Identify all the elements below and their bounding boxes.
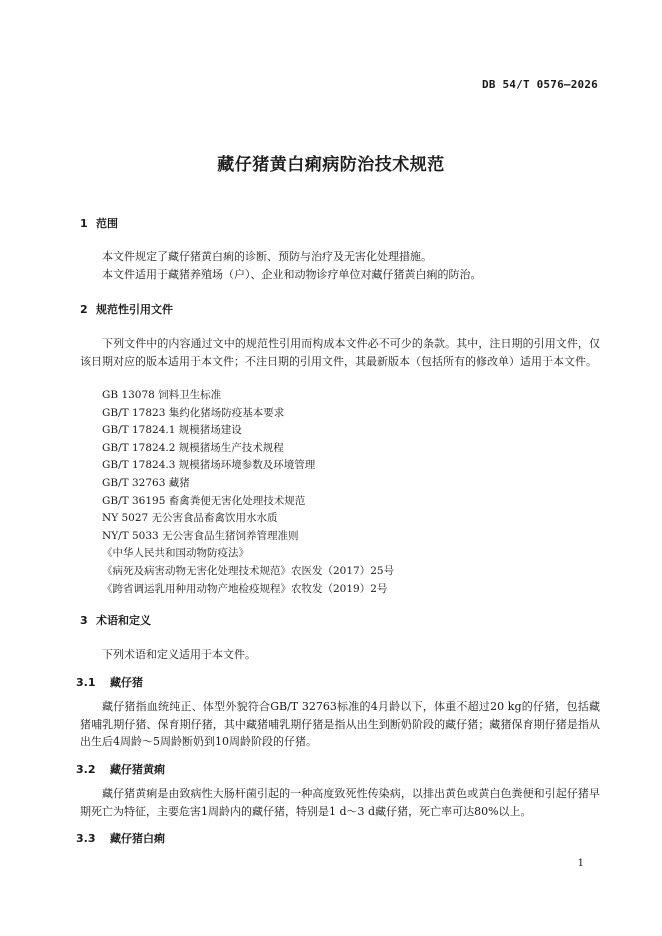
section-3-heading: [80, 614, 151, 628]
term-3-2-title: 藏仔猪黄痢: [110, 763, 165, 776]
term-3-3-title: 藏仔猪白痢: [110, 832, 165, 845]
section-1-paragraph-2: 本文件适用于藏猪养殖场（户）、企业和动物诊疗单位对藏仔猪黄白痢的防治。: [102, 268, 482, 281]
term-3-3-heading: [76, 832, 165, 846]
term-3-1-definition: 藏仔猪指血统纯正、体型外貌符合GB/T 32763标准的4月龄以下，体重不超过20 kg的仔猪，包括藏猪哺乳期仔猪、保育期仔猪，其中藏猪哺乳期仔猪是指从出生到断奶阶段的藏仔猪；藏猪保育期仔猪是指从出生后4周龄～5周龄断奶到10周龄阶段的仔猪。: [80, 700, 600, 748]
section-3-title: 术语和定义: [96, 614, 151, 627]
section-1-paragraph-1: 本文件规定了藏仔猪黄白痢的诊断、预防与治疗及无害化处理措施。: [102, 250, 432, 263]
section-1-number: 1: [80, 217, 88, 230]
page-number: 1: [577, 858, 584, 869]
document-title: 藏仔猪黄白痢病防治技术规范: [217, 155, 445, 175]
term-3-2-heading: [76, 763, 165, 777]
section-3-number: 3: [80, 614, 88, 627]
reference-list: [102, 387, 394, 598]
section-1-title: 范围: [96, 217, 118, 230]
reference-item: 《中华人民共和国动物防疫法》: [102, 547, 249, 560]
section-1-heading: [80, 217, 118, 231]
reference-item: GB/T 17824.3 规模猪场环境参数及环境管理: [102, 459, 316, 472]
reference-item: GB/T 17824.1 规模猪场建设: [102, 424, 242, 437]
section-3-intro: 下列术语和定义适用于本文件。: [102, 648, 256, 661]
reference-item: 《跨省调运乳用种用动物产地检疫规程》农牧发（2019）2号: [102, 582, 388, 595]
reference-item: GB 13078 饲料卫生标准: [102, 389, 222, 401]
reference-item: GB/T 32763 藏猪: [102, 476, 190, 489]
reference-item: GB/T 17824.2 规模猪场生产技术规程: [102, 441, 284, 454]
reference-item: GB/T 17823 集约化猪场防疫基本要求: [102, 406, 285, 419]
term-3-1-title: 藏仔猪: [110, 676, 143, 689]
term-3-1-number: 3.1: [76, 676, 96, 689]
term-3-2-definition: 藏仔猪黄痢是由致病性大肠杆菌引起的一种高度致死性传染病，以排出黄色或黄白色粪便和引起仔猪早期死亡为特征，主要危害1周龄内的藏仔猪，特别是1 d～3 d藏仔猪，死亡率可达80%以上。: [80, 787, 600, 818]
section-2-title: 规范性引用文件: [96, 303, 173, 316]
reference-item: GB/T 36195 畜禽粪便无害化处理技术规范: [102, 494, 306, 507]
term-3-2-number: 3.2: [76, 763, 96, 776]
term-3-1-heading: [76, 676, 143, 690]
standard-code: DB 54/T 0576—2026: [482, 78, 598, 91]
reference-item: NY/T 5033 无公害食品生猪饲养管理准则: [102, 529, 299, 542]
section-2-number: 2: [80, 303, 88, 316]
reference-item: NY 5027 无公害食品畜禽饮用水水质: [102, 512, 278, 525]
section-2-intro: 下列文件中的内容通过文中的规范性引用而构成本文件必不可少的条款。其中，注日期的引用文件，仅该日期对应的版本适用于本文件；不注日期的引用文件，其最新版本（包括所有的修改单）适用于本文件。: [80, 337, 600, 368]
section-2-heading: [80, 303, 173, 317]
term-3-3-number: 3.3: [76, 832, 96, 845]
reference-item: 《病死及病害动物无害化处理技术规范》农医发（2017）25号: [102, 564, 395, 577]
